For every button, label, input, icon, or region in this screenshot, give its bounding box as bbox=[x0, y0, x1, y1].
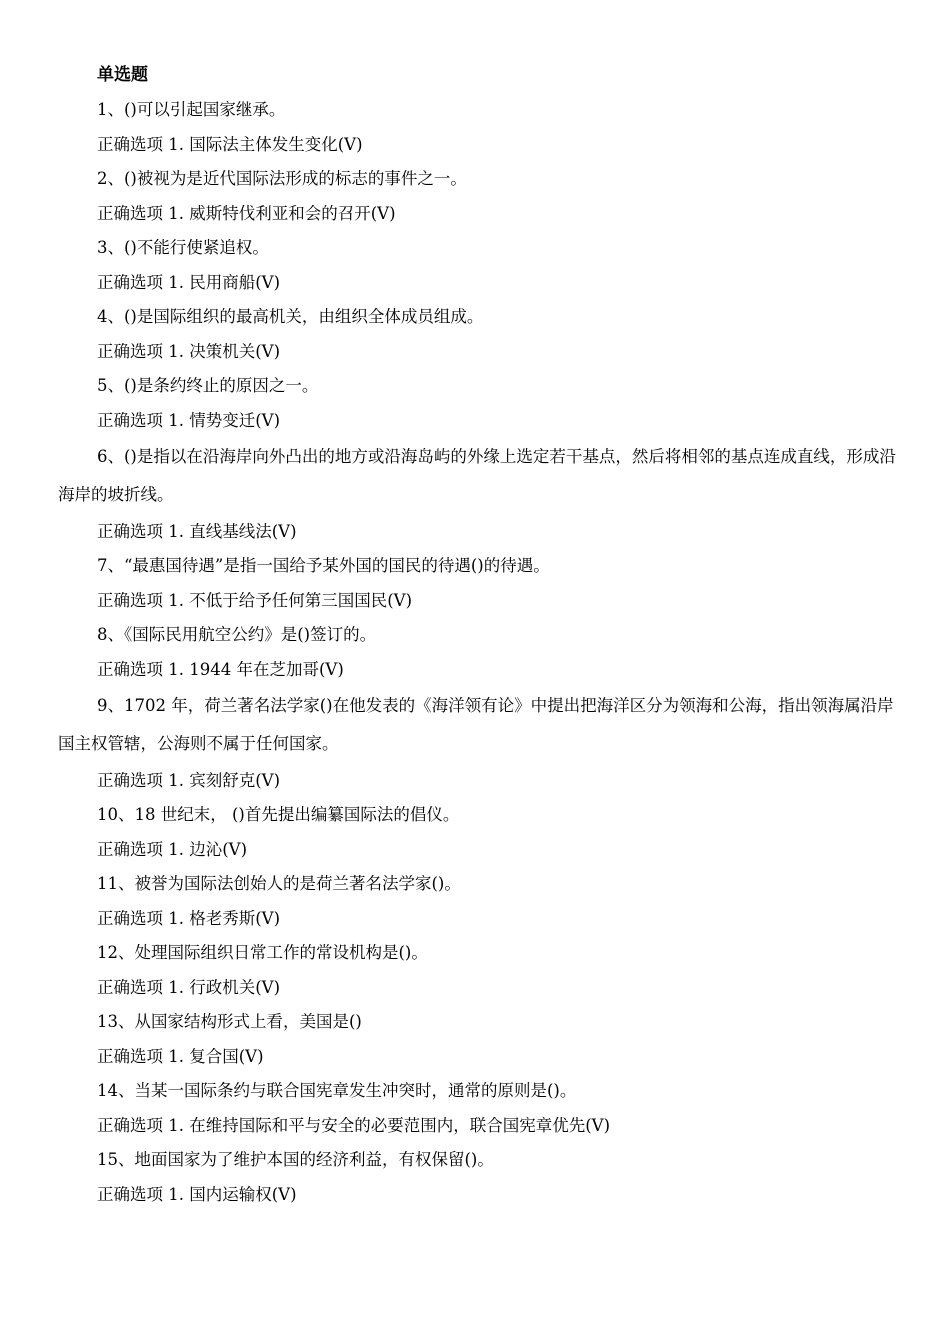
question-text: 7、“最惠国待遇”是指一国给予某外国的国民的待遇()的待遇。 bbox=[97, 556, 550, 575]
answer-text: 正确选项 1. 宾刻舒克(V) bbox=[97, 771, 281, 790]
answer-text: 正确选项 1. 威斯特伐利亚和会的召开(V) bbox=[97, 204, 396, 223]
question-text: 14、当某一国际条约与联合国宪章发生冲突时，通常的原则是()。 bbox=[97, 1081, 577, 1100]
question-text: 1、()可以引起国家继承。 bbox=[97, 100, 286, 119]
answer-text: 正确选项 1. 复合国(V) bbox=[97, 1047, 264, 1066]
question-item bbox=[58, 231, 898, 300]
question-text: 3、()不能行使紧追权。 bbox=[97, 238, 269, 257]
section-title: 单选题 bbox=[97, 65, 148, 85]
question-item bbox=[58, 1143, 898, 1212]
question-text: 8、《国际民用航空公约》是()签订的。 bbox=[97, 625, 377, 644]
question-text: 10、18 世纪末， ()首先提出编纂国际法的倡仪。 bbox=[97, 805, 460, 824]
answer-text: 正确选项 1. 民用商船(V) bbox=[97, 273, 281, 292]
answer-text: 正确选项 1. 决策机关(V) bbox=[97, 342, 281, 361]
question-text: 15、地面国家为了维护本国的经济利益，有权保留()。 bbox=[97, 1150, 494, 1169]
answer-text: 正确选项 1. 格老秀斯(V) bbox=[97, 909, 281, 928]
question-text: 12、处理国际组织日常工作的常设机构是()。 bbox=[97, 943, 428, 962]
answer-text: 正确选项 1. 行政机关(V) bbox=[97, 978, 281, 997]
question-item bbox=[58, 93, 898, 162]
answer-text: 正确选项 1. 边沁(V) bbox=[97, 840, 248, 859]
question-item bbox=[58, 369, 898, 438]
question-item bbox=[58, 162, 898, 231]
question-text: 9、1702 年，荷兰著名法学家()在他发表的《海洋领有论》中提出把海洋区分为领海和公海，指出领海属沿岸国主权管辖，公海则不属于任何国家。 bbox=[58, 696, 894, 753]
question-list bbox=[58, 93, 898, 1212]
question-item bbox=[58, 618, 898, 687]
question-text: 11、被誉为国际法创始人的是荷兰著名法学家()。 bbox=[97, 874, 461, 893]
question-text: 2、()被视为是近代国际法形成的标志的事件之一。 bbox=[97, 169, 467, 188]
question-item bbox=[58, 549, 898, 618]
answer-text: 正确选项 1. 情势变迁(V) bbox=[97, 411, 281, 430]
question-text: 5、()是条约终止的原因之一。 bbox=[97, 376, 319, 395]
question-item bbox=[58, 936, 898, 1005]
question-item bbox=[58, 1005, 898, 1074]
answer-text: 正确选项 1. 不低于给予任何第三国国民(V) bbox=[97, 591, 413, 610]
answer-text: 正确选项 1. 国内运输权(V) bbox=[97, 1185, 297, 1204]
question-text: 4、()是国际组织的最高机关，由组织全体成员组成。 bbox=[97, 307, 484, 326]
question-item bbox=[58, 300, 898, 369]
question-item bbox=[58, 798, 898, 867]
question-item bbox=[58, 687, 898, 798]
answer-text: 正确选项 1. 直线基线法(V) bbox=[97, 522, 297, 541]
question-item bbox=[58, 1074, 898, 1143]
question-item bbox=[58, 867, 898, 936]
answer-text: 正确选项 1. 国际法主体发生变化(V) bbox=[97, 135, 363, 154]
answer-text: 正确选项 1. 1944 年在芝加哥(V) bbox=[97, 660, 344, 679]
question-item bbox=[58, 438, 898, 549]
answer-text: 正确选项 1. 在维持国际和平与安全的必要范围内，联合国宪章优先(V) bbox=[97, 1116, 611, 1135]
question-text: 13、从国家结构形式上看，美国是() bbox=[97, 1012, 362, 1031]
question-text: 6、()是指以在沿海岸向外凸出的地方或沿海岛屿的外缘上选定若干基点，然后将相邻的基点连成直线，形成沿海岸的坡折线。 bbox=[58, 447, 896, 504]
